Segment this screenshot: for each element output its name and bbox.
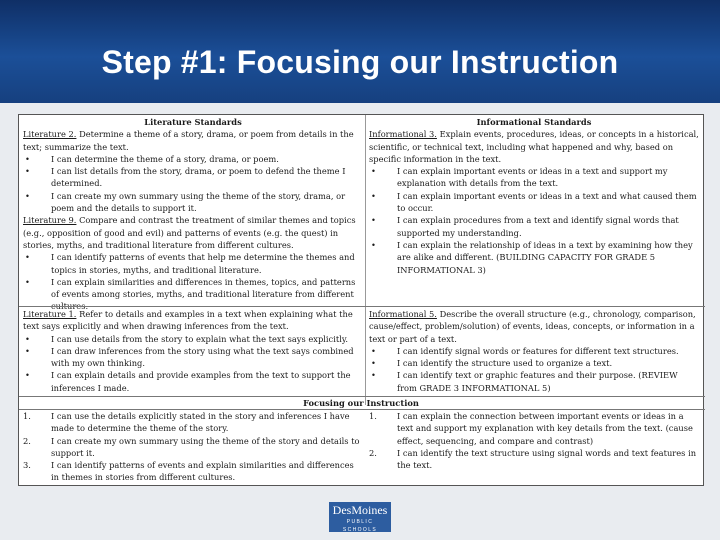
logo-name: DesMoines (332, 503, 388, 517)
literature-2-targets (23, 153, 363, 214)
item-number: 3. (23, 460, 31, 471)
item-number: 1. (23, 411, 31, 421)
standard-code: Informational 3. (369, 129, 437, 140)
list-item: • I can explain the relationship of ideas in a text by examining how they are alike and different. (BUILDING CAPACITY FOR GRADE 5 INFORMATIONAL 3) (369, 239, 699, 276)
standards-document (18, 114, 704, 486)
literature-9-standard (23, 214, 363, 251)
informational-5-block (369, 308, 699, 394)
list-item: • I can identify patterns of events that help me determine the themes and topics in stories, myths, and traditional literature. (23, 251, 363, 276)
standard-code: Literature 1. (23, 309, 77, 319)
informational-standards-block (369, 116, 699, 276)
item-text: I can create my own summary using the theme of the story and details to support it. (51, 435, 360, 458)
list-item: • I can determine the theme of a story, drama, or poem. (23, 153, 363, 165)
list-item: • I can create my own summary using the theme of the story, drama, or poem and the details to support it. (23, 190, 363, 215)
list-item: • I can list details from the story, drama, or poem to defend the theme I determined. (23, 165, 363, 190)
list-item (369, 447, 699, 472)
standard-text: Determine a theme of a story, drama, or poem from details in the text; summarize the text. (23, 129, 354, 152)
literature-9-targets (23, 251, 363, 312)
list-item: • I can explain important events or ideas in a text and what caused them to occur. (369, 190, 699, 215)
list-item: • I can identify the structure used to organize a text. (369, 357, 699, 369)
informational-3-targets (369, 165, 699, 276)
list-item: • I can explain details and provide examples from the text to support the inferences I made. (23, 369, 363, 394)
des-moines-public-schools-logo (329, 502, 391, 532)
standard-text: Refer to details and examples in a text when explaining what the text says explicitly and when drawing inferences from the text. (23, 309, 353, 332)
focus-informational-block (369, 410, 699, 471)
logo-subtitle: PUBLIC SCHOOLS (342, 519, 378, 533)
item-number: 1. (369, 411, 377, 421)
informational-5-targets (369, 345, 699, 394)
literature-1-block (23, 308, 363, 394)
item-text: I can explain the connection between important events or ideas in a text and support my explanation with key details from the text. (cause effect, sequencing, and compare and contrast) (397, 411, 693, 446)
standard-code: Literature 2. (23, 129, 77, 140)
list-item: • I can identify text or graphic features and their purpose. (REVIEW from GRADE 3 INFORMATIONAL 5) (369, 369, 699, 394)
list-item: • I can draw inferences from the story using what the text says combined with my own thinking. (23, 345, 363, 370)
item-number: 2. (369, 447, 377, 458)
slide-title: Step #1: Focusing our Instruction (101, 44, 619, 80)
literature-standards-block (23, 116, 363, 313)
standard-code: Literature 9. (23, 215, 77, 226)
standard-text: Compare and contrast the treatment of similar themes and topics (e.g., opposition of good and evil) and patterns of events (e.g. the quest) in stories, myths, and traditional literature from different cultures. (23, 215, 356, 250)
list-item: • I can explain similarities and differences in themes, topics, and patterns of events among stories, myths, and traditional literature from different cultures. (23, 276, 363, 313)
informational-5-standard (369, 308, 699, 345)
list-item (23, 410, 363, 435)
literature-2-standard (23, 128, 363, 153)
informational-3-standard (369, 128, 699, 165)
informational-heading: Informational Standards (476, 117, 592, 127)
list-item (369, 410, 699, 447)
column-divider (365, 115, 366, 405)
item-text: I can use the details explicitly stated in the story and inferences I have made to determine the theme of the story. (51, 411, 350, 434)
standard-text: Describe the overall structure (e.g., chronology, comparison, cause/effect, problem/solution) of events, ideas, concepts, or information in a text or part of a text. (369, 309, 696, 344)
focus-heading: Focusing our Instruction (303, 398, 419, 408)
item-number: 2. (23, 435, 31, 446)
list-item: • I can explain procedures from a text and identify signal words that supported my understanding. (369, 214, 699, 239)
row-divider (19, 306, 705, 307)
title-banner (0, 0, 720, 103)
list-item: • I can identify signal words or features for different text structures. (369, 345, 699, 357)
list-item: • I can explain important events or ideas in a text and support my explanation with details from the text. (369, 165, 699, 190)
list-item (23, 459, 363, 484)
standard-text: Explain events, procedures, ideas, or concepts in a historical, scientific, or technical text, including what happened and why, based on specific information in the text. (369, 129, 699, 164)
list-item (23, 435, 363, 460)
item-text: I can identify the text structure using signal words and text features in the text. (397, 447, 697, 471)
focus-literature-block (23, 410, 363, 484)
focus-informational-list (369, 410, 699, 471)
literature-1-standard (23, 308, 363, 333)
standard-code: Informational 5. (369, 309, 437, 319)
item-text: I can identify patterns of events and explain similarities and differences in themes in stories from different cultures. (51, 460, 354, 483)
literature-heading: Literature Standards (144, 117, 242, 127)
literature-1-targets (23, 333, 363, 394)
focus-literature-list (23, 410, 363, 484)
list-item: • I can use details from the story to explain what the text says explicitly. (23, 333, 363, 345)
